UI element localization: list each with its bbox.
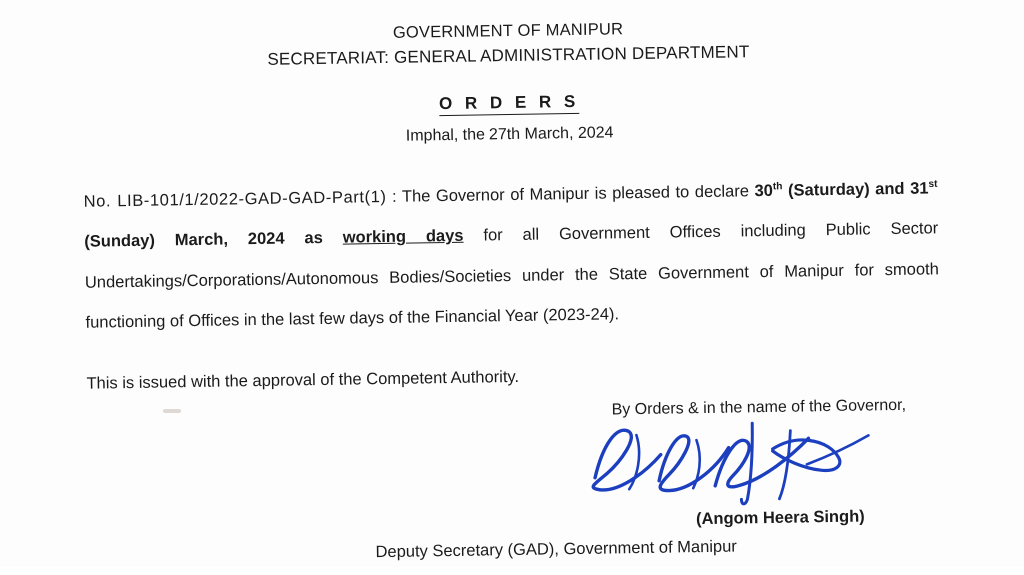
day-2-suffix: st	[928, 178, 938, 190]
day-1	[754, 180, 910, 200]
day-1-suffix: th	[772, 181, 783, 193]
place-label: Imphal, the	[405, 126, 486, 145]
signature-area	[2, 413, 1024, 521]
signer-name: (Angom Heera Singh)	[695, 507, 865, 528]
day-1-name: (Saturday) and	[782, 179, 911, 200]
signer-designation: Deputy Secretary (GAD), Government of Manipur	[375, 537, 737, 561]
place-date-line	[0, 118, 1022, 152]
day-2-name: (Sunday) March, 2024 as	[84, 229, 343, 252]
department-line: SECRETARIAT: GENERAL ADMINISTRATION DEPARTMENT	[267, 42, 750, 69]
day-2-number: 31	[909, 179, 929, 198]
handwritten-signature-icon	[576, 411, 877, 511]
page-title: O R D E R S	[439, 92, 580, 116]
by-orders-line: By Orders & in the name of the Governor,	[611, 396, 907, 419]
day-1-number: 30	[754, 181, 774, 201]
order-segment-1: The Governor of Manipur is pleased to declare	[401, 182, 750, 206]
working-days-emphasis: working days	[342, 227, 464, 248]
order-body	[83, 168, 939, 343]
order-segment-2: for all Government Offices including Public Sector Undertakings/Corporations/Autonomous Bodies/Societies under the State Government of Manipur for smooth functioning of Offices in the last few days of the Financial Year (2023-24).	[84, 219, 939, 332]
orders-title-wrap	[0, 85, 1021, 123]
reference-number: No. LIB-101/1/2022-GAD-GAD-Part(1)	[83, 187, 387, 211]
paper-smudge	[163, 409, 181, 413]
approval-line: This is issued with the approval of the Competent Authority.	[86, 367, 520, 393]
reference-separator: :	[386, 187, 403, 206]
government-line: GOVERNMENT OF MANIPUR	[392, 20, 624, 42]
order-date: 27th March, 2024	[488, 124, 614, 144]
document-header	[0, 0, 1021, 74]
